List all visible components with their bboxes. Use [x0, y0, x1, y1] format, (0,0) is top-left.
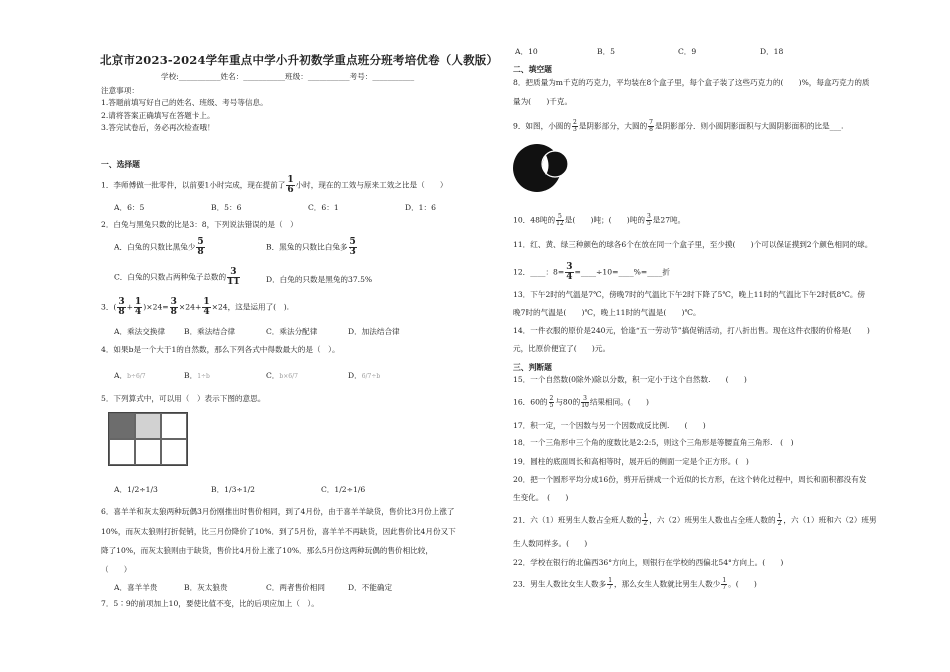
- question-20-line: 生变化。 ( ): [513, 493, 569, 502]
- question-14-line: 元，比原价便宜了( )元。: [513, 344, 611, 353]
- option-c[interactable]: C．两者售价相同: [266, 583, 325, 592]
- note-item: 2.请将答案正确填写在答题卡上。: [101, 111, 215, 120]
- question-13-line: 13．下午2时的气温是7℃，傍晚7时的气温比下午2时下降了5℃，晚上11时的气温比下午2时低8℃。傍: [513, 290, 866, 299]
- grid-cell: [135, 439, 161, 465]
- option-b[interactable]: B．5: [597, 47, 616, 56]
- option-b[interactable]: B．1÷b: [184, 371, 210, 380]
- question-17: 17．积一定，一个因数与另一个因数成反比例. ( ): [513, 421, 706, 430]
- option-c[interactable]: C．b×6/7: [266, 371, 298, 380]
- question-16: 16．60的 $\frac{2}{5}$ 与80的 $\frac{3}{10}$ 结果相同。( ): [513, 395, 649, 409]
- option-a[interactable]: A．白兔的只数比黑兔少 $\frac{5}{8}$: [114, 237, 204, 257]
- option-a[interactable]: A．1/2÷1/3: [114, 485, 158, 494]
- option-b[interactable]: B．乘法结合律: [184, 327, 236, 336]
- question-21-line: 生人数同样多。( ): [513, 539, 588, 548]
- question-21: 21．六（1）班男生人数占全班人数的 $\frac{1}{2}$ ，六（2）班男生人数也占全班人数的 $\frac{1}{2}$ ，六（1）班和六（2）班男: [513, 513, 877, 527]
- option-a[interactable]: A．乘法交换律: [114, 327, 166, 336]
- option-a[interactable]: A．10: [515, 47, 538, 56]
- option-d[interactable]: D．6/7÷b: [348, 371, 381, 380]
- grid-cell: [109, 413, 135, 439]
- question-15: 15．一个自然数(0除外)除以分数，积一定小于这个自然数. ( ): [513, 375, 747, 384]
- option-d[interactable]: D．18: [760, 47, 784, 56]
- option-d[interactable]: D．白兔的只数是黑兔的37.5%: [266, 275, 373, 284]
- question-22: 22．学校在银行的北偏西36°方向上，则银行在学校的西偏北54°方向上。( ): [513, 558, 784, 567]
- note-item: 1.答题前填写好自己的姓名、班级、考号等信息。: [101, 98, 268, 107]
- question-12: 12．____：8= $\frac{3}{4}$ =____÷10=____%=____折: [513, 262, 670, 282]
- question-13-line: 晚7时的气温是( )℃，晚上11时的气温是( )℃。: [513, 308, 701, 317]
- grid-cell: [161, 413, 187, 439]
- question-19: 19．圆柱的底面周长和高相等时，展开后的侧面一定是个正方形。( ): [513, 457, 749, 466]
- option-d[interactable]: D．加法结合律: [348, 327, 400, 336]
- option-a[interactable]: A．喜羊羊贵: [114, 583, 158, 592]
- notes-heading: 注意事项：: [101, 86, 139, 95]
- question-23: 23．男生人数比女生人数多 $\frac{1}{7}$ ，那么女生人数就比男生人数少 $\frac{1}{7}$ 。( ): [513, 577, 757, 591]
- option-c[interactable]: C．乘法分配律: [266, 327, 318, 336]
- section-heading-judge: 三、判断题: [513, 363, 552, 372]
- question-20-line: 20．把一个圆形平均分成16份，剪开后拼成一个近似的长方形，在这个转化过程中，周长和面积都没有发: [513, 475, 867, 484]
- grid-cell: [161, 439, 187, 465]
- option-a[interactable]: A．6：5: [114, 203, 145, 212]
- section-heading-fill: 二、填空题: [513, 65, 552, 74]
- option-b[interactable]: B．黑兔的只数比白兔多 $\frac{5}{3}$: [266, 237, 356, 257]
- question-6-line: （ ）: [101, 565, 132, 574]
- question-18: 18．一个三角形中三个角的度数比是2:2:5，则这个三角形是等腰直角三角形. ( ): [513, 438, 794, 447]
- question-3: 3．( $\frac{3}{8}$ + $\frac{1}{4}$ )×24= $\frac{3}{8}$ ×24+ $\frac{1}{4}$ ×24，这是运用了( ).: [101, 297, 290, 317]
- grid-cell: [135, 413, 161, 439]
- page-right: [475, 0, 950, 672]
- question-6-line: 10%，而灰太狼则打折促销，比三月份降价了10%．到了5月份，喜羊羊不再缺货，因此售价比4月份又下: [101, 527, 456, 536]
- circles-figure: [513, 142, 573, 194]
- option-b[interactable]: B．灰太狼贵: [184, 583, 228, 592]
- question-14-line: 14．一件衣服的原价是240元，恰逢“五一劳动节”搞促销活动，打八折出售。现在这件衣服的价格是( ): [513, 326, 870, 335]
- question-7: 7．5∶9的前项加上10，要使比值不变，比的后项应加上（ ）。: [101, 599, 319, 608]
- option-c[interactable]: C．9: [678, 47, 697, 56]
- option-a[interactable]: A．b÷6/7: [114, 371, 146, 380]
- option-b[interactable]: B．1/3÷1/2: [211, 485, 255, 494]
- section-heading-choice: 一、选择题: [101, 160, 140, 169]
- question-1: 1．李师傅做一批零件，以前要1小时完成，现在提前了 $\frac{1}{6}$ 小时，现在的工效与原来工效之比是（ ）: [101, 175, 448, 195]
- grid-cell: [109, 439, 135, 465]
- question-5: 5．下列算式中，可以用（ ）表示下图的意思。: [101, 394, 266, 403]
- option-b[interactable]: B．5：6: [211, 203, 242, 212]
- question-6-line: 6．喜羊羊和灰太狼两种玩偶3月份刚推出时售价相同，到了4月份，由于喜羊羊缺货，售价比3月份上涨了: [101, 507, 455, 516]
- question-8-line: 8．把质量为m千克的巧克力，平均装在8个盒子里，每个盒子装了这些巧克力的( )%，每盒巧克力的质: [513, 78, 870, 87]
- question-2: 2．白兔与黑兔只数的比是3：8，下列说法错误的是（ ）: [101, 220, 298, 229]
- option-c[interactable]: C．6：1: [308, 203, 339, 212]
- exam-title: 北京市2023-2024学年重点中学小升初数学重点班分班考培优卷（人教版）: [100, 53, 499, 67]
- question-10: 10．48吨的 $\frac{5}{12}$ 是( )吨；( )吨的 $\frac{3}{5}$ 是27吨。: [513, 213, 686, 227]
- question-6-line: 降了10%，而灰太狼则由于缺货，售价比4月份上涨了10%．那么5月份这两种玩偶的售价相比较，: [101, 546, 433, 555]
- question-11: 11．红、黄、绿三种颜色的球各6个在放在同一个盒子里，至少摸( )个可以保证摸到2个颜色相同的球。: [513, 240, 873, 249]
- option-d[interactable]: D．1：6: [405, 203, 436, 212]
- question-4: 4．如果b是一个大于1的自然数，那么下列各式中得数最大的是（ ）。: [101, 345, 340, 354]
- question-8-line: 量为( )千克。: [513, 97, 573, 106]
- option-c[interactable]: C．1/2÷1/6: [321, 485, 366, 494]
- note-item: 3.答完试卷后，务必再次检查哦！: [101, 123, 215, 132]
- info-line: 学校:___________姓名：___________班级：___________考号：___________: [161, 72, 415, 81]
- fraction-grid: [108, 412, 188, 466]
- option-d[interactable]: D．不能确定: [348, 583, 393, 592]
- question-9: 9．如图，小圆的 $\frac{2}{3}$ 是阴影部分，大圆的 $\frac{7}{8}$ 是阴影部分．则小圆阴影面积与大圆阴影面积的比是___.: [513, 119, 844, 133]
- option-c[interactable]: C．白兔的只数占两种兔子总数的 $\frac{3}{11}$: [114, 267, 240, 287]
